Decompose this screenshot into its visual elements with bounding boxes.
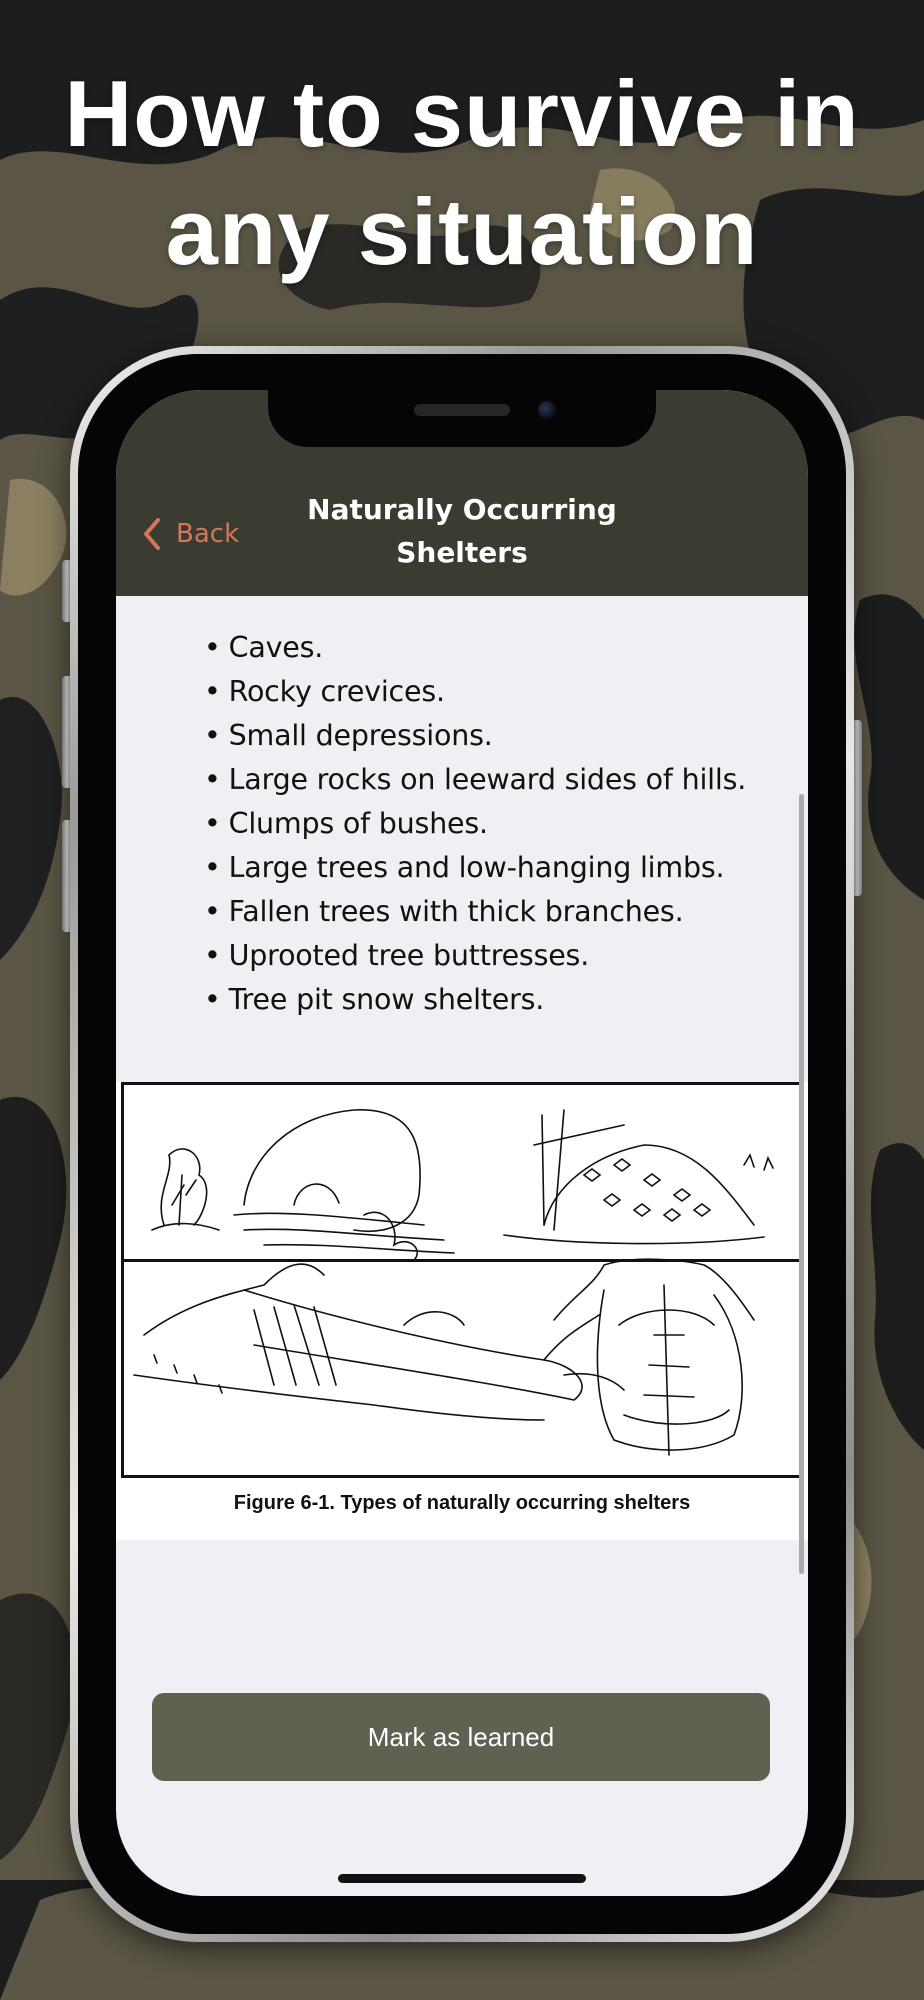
list-item: • Clumps of bushes. [204, 802, 746, 846]
shelter-sketch [124, 1085, 800, 1475]
promo-headline-line1: How to survive in [64, 61, 860, 166]
page-title-line1: Naturally Occurring [307, 493, 617, 526]
phone-screen [116, 390, 808, 1896]
list-item: • Caves. [204, 626, 746, 670]
back-button[interactable] [136, 512, 239, 556]
list-item: • Rocky crevices. [204, 670, 746, 714]
list-item: • Large trees and low-hanging limbs. [204, 846, 746, 890]
front-camera [538, 401, 556, 419]
list-item: • Uprooted tree buttresses. [204, 934, 746, 978]
notch [268, 390, 656, 447]
list-item: • Large rocks on leeward sides of hills. [204, 758, 746, 802]
back-label: Back [176, 519, 240, 549]
figure-panel [116, 1082, 808, 1540]
mark-as-learned-button[interactable]: Mark as learned [152, 1693, 770, 1781]
figure-caption: Figure 6-1. Types of naturally occurring shelters [233, 1492, 691, 1514]
list-item: • Small depressions. [204, 714, 746, 758]
navigation-bar [116, 390, 808, 596]
article-content[interactable] [116, 596, 808, 1896]
promo-headline-line2: any situation [165, 179, 759, 284]
speaker-grille [414, 404, 510, 416]
scrollbar[interactable] [799, 794, 804, 1574]
promo-headline [0, 55, 924, 291]
page-title-line2: Shelters [396, 536, 528, 569]
page-title [256, 488, 668, 574]
list-item: • Fallen trees with thick branches. [204, 890, 746, 934]
list-item: • Tree pit snow shelters. [204, 978, 746, 1022]
shelter-list [204, 626, 746, 1022]
home-indicator[interactable] [338, 1874, 586, 1883]
chevron-left-icon [136, 514, 170, 554]
shelter-illustration [121, 1082, 803, 1478]
